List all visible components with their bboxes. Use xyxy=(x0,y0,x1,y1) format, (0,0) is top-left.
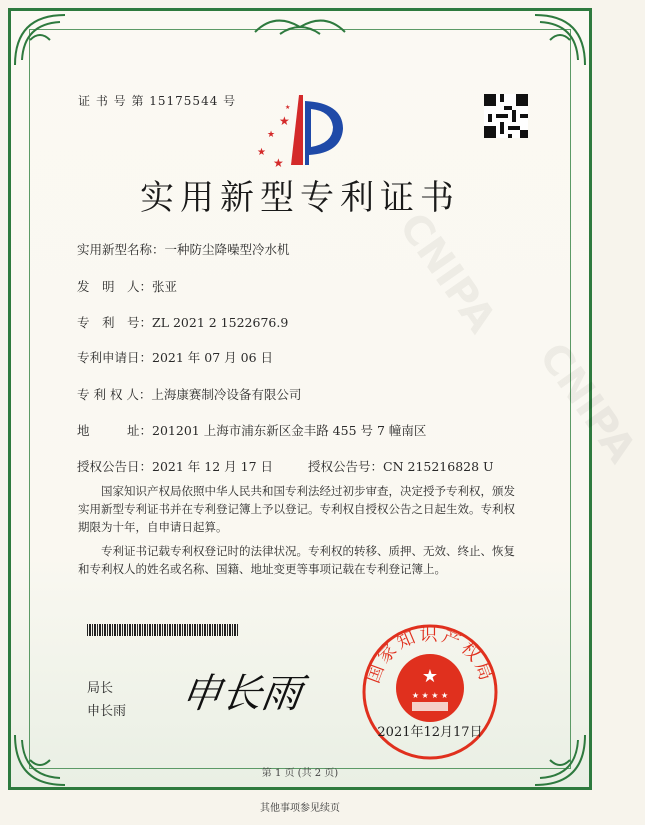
chief-name: 申长雨 xyxy=(87,704,127,719)
watermark: CNIPA xyxy=(389,204,505,342)
field-announcement-number: 授权公告号：CN 215216828 U xyxy=(308,459,494,474)
svg-text:★: ★ xyxy=(279,114,290,128)
svg-text:★: ★ xyxy=(273,156,284,170)
paragraph: 专利证书记载专利权登记时的法律状况。专利权的转移、质押、无效、终止、恢复和专利权人的姓名或名称、国籍、地址变更等事项记载在专利登记簿上。 xyxy=(78,544,515,576)
svg-text:★ ★ ★ ★: ★ ★ ★ ★ xyxy=(411,691,449,700)
corner-ornament-icon xyxy=(10,10,70,70)
svg-text:★: ★ xyxy=(267,130,276,140)
watermark: CNIPA xyxy=(529,334,645,472)
svg-text:★: ★ xyxy=(421,666,439,687)
page-title: 实用新型专利证书 xyxy=(140,178,460,218)
paragraph: 国家知识产权局依照中华人民共和国专利法经过初步审查，决定授予专利权，颁发实用新型专利证书并在专利登记簿上予以登记。专利权自授权公告之日起生效。专利权期限为十年，自申请日起算。 xyxy=(78,484,515,534)
signature: 申长雨 xyxy=(178,671,305,717)
field-grant-date: 授权公告日：2021 年 12 月 17 日 xyxy=(77,459,274,474)
field-patentee: 专 利 权 人：上海康赛制冷设备有限公司 xyxy=(77,387,302,402)
svg-text:★: ★ xyxy=(257,147,266,158)
field-inventor: 发 明 人：张亚 xyxy=(77,279,178,294)
svg-text:★: ★ xyxy=(285,104,291,111)
official-seal xyxy=(360,622,500,762)
top-ornament-icon xyxy=(250,12,350,42)
footer-note: 其他事项参见续页 xyxy=(260,803,340,814)
certificate-number: 证 书 号 第 15175544 号 xyxy=(78,94,237,108)
field-application-date: 专利申请日：2021 年 07 月 06 日 xyxy=(77,350,274,365)
svg-text:国家知识产权局: 国家知识产权局 xyxy=(362,624,498,687)
field-utility-model-name: 实用新型名称：一种防尘降噪型冷水机 xyxy=(77,242,290,257)
chief-title: 局长 xyxy=(87,681,114,696)
barcode xyxy=(87,624,239,636)
field-address: 地 址：201201 上海市浦东新区金丰路 455 号 7 幢南区 xyxy=(77,423,427,438)
qr-code xyxy=(484,94,528,138)
corner-ornament-icon xyxy=(530,730,590,790)
field-patent-number: 专 利 号：ZL 2021 2 1522676.9 xyxy=(77,315,289,330)
seal-date: 2021年12月17日 xyxy=(377,725,483,740)
corner-ornament-icon xyxy=(530,10,590,70)
page-number: 第 1 页 (共 2 页) xyxy=(261,768,339,779)
cnipa-logo-icon xyxy=(255,95,350,170)
corner-ornament-icon xyxy=(10,730,70,790)
